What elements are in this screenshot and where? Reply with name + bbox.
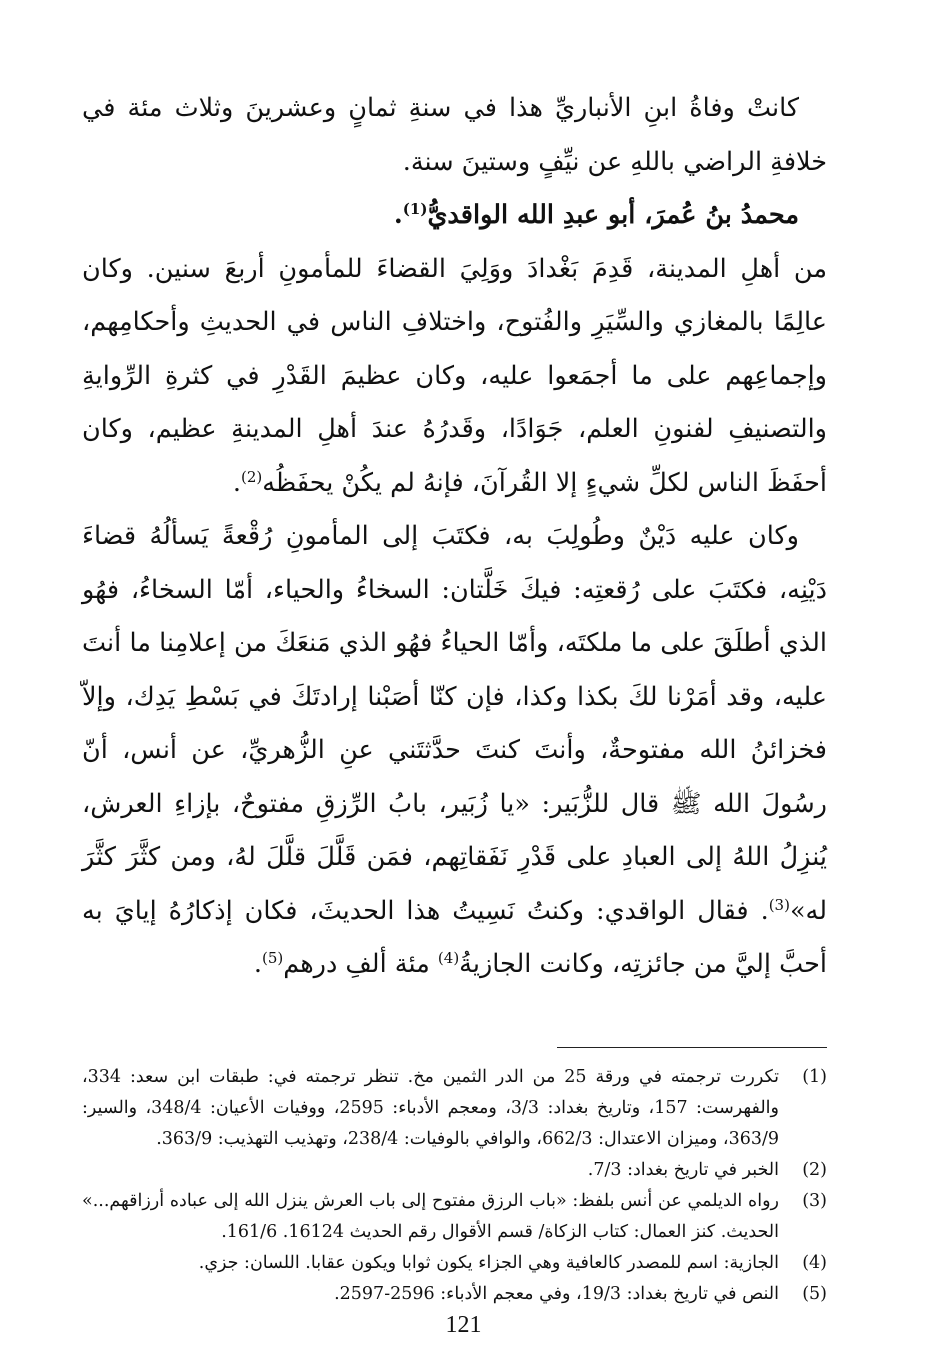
page-body	[82, 82, 827, 1310]
footnote-number: (3)	[802, 1190, 827, 1211]
footnote-ref-4: (4)	[437, 949, 460, 967]
paragraph-2-end: .	[232, 467, 241, 498]
footnote-ref-1: (1)	[402, 200, 428, 218]
paragraph-2	[82, 243, 827, 511]
footnote-ref-3: (3)	[768, 895, 790, 914]
footnote-text: رواه الديلمي عن أنس بلفظ: «باب الرزق مفتوح إلى باب العرش ينزل الله إلى عباده أرزاقهم...» الحديث. كنز العمال: كتاب الزكاة/ قسم الأقوال رقم الحديث 16124. 161/6.	[82, 1190, 779, 1242]
footnote-number: (4)	[802, 1252, 827, 1273]
footnote-1	[82, 1062, 827, 1155]
footnote-3	[82, 1186, 827, 1248]
footnote-text: تكررت ترجمته في ورقة 25 من الدر الثمين مخ. تنظر ترجمته في: طبقات ابن سعد: 334، والفهرست: 157، وتاريخ بغداد: 3/3، ومعجم الأدباء: 2595، ووفيات الأعيان: 348/4، والسير: 363/9، وميزان الاعتدال: 662/3، والوافي بالوفيات: 238/4، وتهذيب التهذيب: 363/9.	[82, 1066, 780, 1149]
paragraph-2-text: من أهلِ المدينة، قَدِمَ بَغْدادَ ووَلِيَ القضاءَ للمأمونِ أربعَ سنين. وكان عالِمًا بالمغازي والسِّيَرِ والفُتوح، واختلافِ الناس في الحديثِ وأحكامِهم، وإجماعِهم على ما أجمَعوا عليه، وكان عظيمَ القَدْرِ في كثرةِ الرِّوايةِ والتصنيفِ لفنونِ العلم، جَوَادًا، وقَدرُهُ عندَ أهلِ المدينةِ عظيم، وكان أحفَظَ الناس لكلِّ شيءٍ إلا القُرآنَ، فإنهُ لم يكُنْ يحفَظُه	[82, 253, 827, 498]
paragraph-3-end: .	[253, 949, 262, 979]
main-text	[82, 82, 827, 992]
footnote-number: (5)	[802, 1283, 827, 1304]
footnote-text: الجازية: اسم للمصدر كالعافية وهي الجزاء يكون ثوابا ويكون عقابا. اللسان: جزي.	[198, 1252, 779, 1273]
footnote-number: (2)	[802, 1159, 827, 1180]
paragraph-3-text-c: مئة ألفِ درهم	[283, 949, 438, 979]
paragraph-3	[82, 510, 827, 992]
paragraph-3-text-a: وكان عليه دَيْنٌ وطُولِبَ به، فكتَبَ إلى المأمونِ رُقْعةً يَسألُهُ قضاءَ دَيْنِه، فكتَبَ على رُقعتِه: فيكَ خَلَّتان: السخاءُ والحياء، أمّا السخاءُ، فهُو الذي أطلَقَ على ما ملكتَه، وأمّا الحياءُ فهُو الذي مَنعَكَ من إعلامِنا ما أنتَ عليه، وقد أمَرْنا لكَ بكذا وكذا، فإن كنّا أصَبْنا إرادتَكَ في بَسْطِ يَدِك، وإلاّ فخزائنُ الله مفتوحةٌ، وأنتَ كنتَ حدَّثتَني عنِ الزُّهريِّ، عن أنس، أنّ رسُولَ الله ﷺ قال للزُّبَير: «يا زُبَير، بابُ الرِّزقِ مفتوحٌ، بإزاءِ العرش، يُنزِلُ اللهُ إلى العبادِ على قَدْرِ نَفَقاتِهم، فمَن قَلَّلَ قلَّلَ لهُ، ومن كثَّرَ كثَّرَ له»	[82, 521, 827, 926]
footnote-2	[82, 1155, 827, 1186]
footnote-divider	[557, 1047, 827, 1048]
footnote-text: الخبر في تاريخ بغداد: 7/3.	[587, 1159, 779, 1180]
footnote-text: النص في تاريخ بغداد: 19/3، وفي معجم الأدباء: 2596-2597.	[334, 1283, 779, 1304]
footnote-ref-2: (2)	[241, 467, 263, 486]
paragraph-1: كانتْ وفاةُ ابنِ الأنباريِّ هذا في سنةِ ثمانٍ وعشرينَ وثلاث مئة في خلافةِ الراضي باللهِ عن نيِّفٍ وستينَ سنة.	[82, 93, 827, 177]
heading-end: .	[393, 200, 403, 230]
footnotes	[82, 1062, 827, 1310]
footnote-number: (1)	[802, 1066, 827, 1087]
page-number: 121	[445, 1312, 482, 1338]
entry-heading-text: محمدُ بنُ عُمرَ، أبو عبدِ الله الواقديُّ	[427, 200, 799, 230]
footnote-ref-5: (5)	[261, 949, 284, 967]
entry-heading	[82, 189, 827, 243]
paragraph-3-text-b: . فقال الواقدي: وكنتُ نَسِيتُ هذا الحديثَ، فكان إذكارُهُ إيايَ به أحبَّ إليَّ من جائزتِه، وكانت الجازيةُ	[82, 895, 827, 979]
footnote-4	[82, 1248, 827, 1279]
footnote-5	[82, 1279, 827, 1310]
